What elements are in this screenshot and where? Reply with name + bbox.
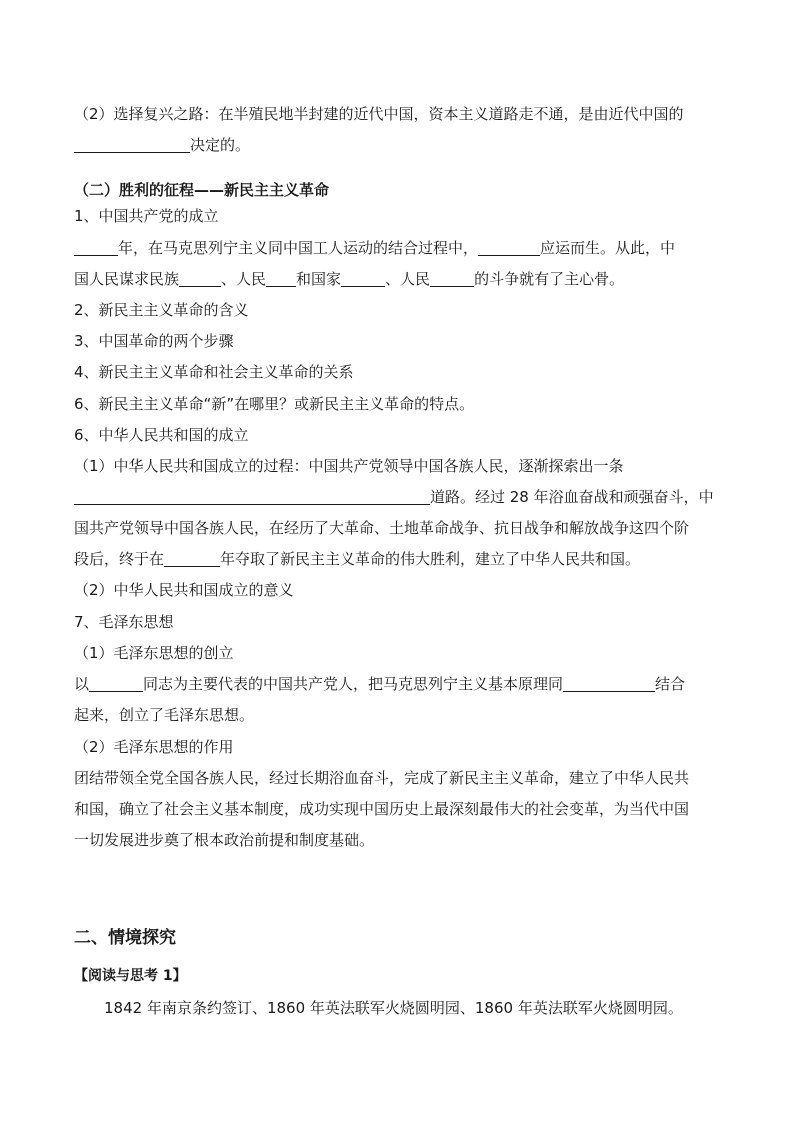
text-line: （1）毛泽东思想的创立 (74, 644, 234, 662)
section-heading: 二、情境探究 (74, 928, 176, 948)
fill-blank[interactable] (430, 271, 474, 287)
list-item: 6、新民主主义革命“新”在哪里？或新民主主义革命的特点。 (74, 395, 475, 413)
text-span: 国人民谋求民族 (74, 270, 180, 288)
paragraph-line: 一切发展进步奠了根本政治前提和制度基础。 (74, 831, 375, 849)
fill-blank[interactable] (74, 489, 430, 505)
text-line: 国共产党领导中国各族人民，在经历了大革命、土地革命战争、抗日战争和解放战争这四个阶 (74, 519, 690, 537)
text-line (74, 549, 724, 569)
list-item: 4、新民主主义革命和社会主义革命的关系 (74, 363, 354, 381)
text-span: 同志为主要代表的中国共产党人，把马克思列宁主义基本原理同 (143, 675, 564, 693)
list-item: 1、中国共产党的成立 (74, 207, 219, 225)
text-line: （2）毛泽东思想的作用 (74, 738, 234, 756)
section-heading: （二）胜利的征程——新民主主义革命 (74, 181, 330, 199)
paragraph-line: 团结带领全党全国各族人民，经过长期浴血奋斗，完成了新民主主义革命，建立了中华人民共 (74, 769, 690, 787)
text-span: 年夺取了新民主主义革命的伟大胜利，建立了中华人民共和国。 (220, 550, 641, 568)
fill-blank[interactable] (164, 551, 220, 567)
fill-blank[interactable] (179, 271, 221, 287)
fill-blank[interactable] (563, 676, 655, 692)
text-span: 、人民 (221, 270, 267, 288)
text-span: 应运而生。从此，中 (540, 239, 676, 257)
fill-blank[interactable] (478, 240, 540, 256)
text-span: 和国家 (296, 270, 342, 288)
list-item: 2、新民主主义革命的含义 (74, 301, 249, 319)
paragraph-line: 和国，确立了社会主义基本制度，成功实现中国历史上最深刻最伟大的社会变革，为当代中国 (74, 800, 690, 818)
text-span: 、人民 (385, 270, 431, 288)
text-line (74, 238, 724, 258)
fill-blank[interactable] (74, 137, 190, 153)
text-line (74, 674, 724, 694)
list-item: 3、中国革命的两个步骤 (74, 332, 234, 350)
text-span: 年，在马克思列宁主义同中国工人运动的结合过程中， (118, 239, 479, 257)
text-line: 起来，创立了毛泽东思想。 (74, 706, 255, 724)
reading-label: 【阅读与思考 1】 (74, 968, 187, 984)
text-span: 决定的。 (190, 136, 251, 154)
fill-blank[interactable] (266, 271, 296, 287)
text-line: （2）中华人民共和国成立的意义 (74, 581, 294, 599)
text-span: 结合 (655, 675, 686, 693)
text-line (74, 487, 724, 507)
list-item: 6、中华人民共和国的成立 (74, 426, 249, 444)
text-line: （2）选择复兴之路：在半殖民地半封建的近代中国，资本主义道路走不通，是由近代中国的 (74, 105, 684, 123)
fill-blank[interactable] (89, 676, 143, 692)
text-line (74, 269, 724, 289)
text-span: 道路。经过 28 年浴血奋战和顽强奋斗，中 (430, 488, 714, 506)
text-line (74, 135, 724, 155)
text-line: （1）中华人民共和国成立的过程：中国共产党领导中国各族人民，逐渐探索出一条 (74, 457, 624, 475)
paragraph-line: 1842 年南京条约签订、1860 年英法联军火烧圆明园、1860 年英法联军火烧圆明园。 (104, 999, 683, 1017)
text-span: 的斗争就有了主心骨。 (474, 270, 625, 288)
list-item: 7、毛泽东思想 (74, 613, 174, 631)
fill-blank[interactable] (341, 271, 385, 287)
text-span: 以 (74, 675, 90, 693)
text-span: 段后，终于在 (74, 550, 165, 568)
fill-blank[interactable] (74, 240, 118, 256)
